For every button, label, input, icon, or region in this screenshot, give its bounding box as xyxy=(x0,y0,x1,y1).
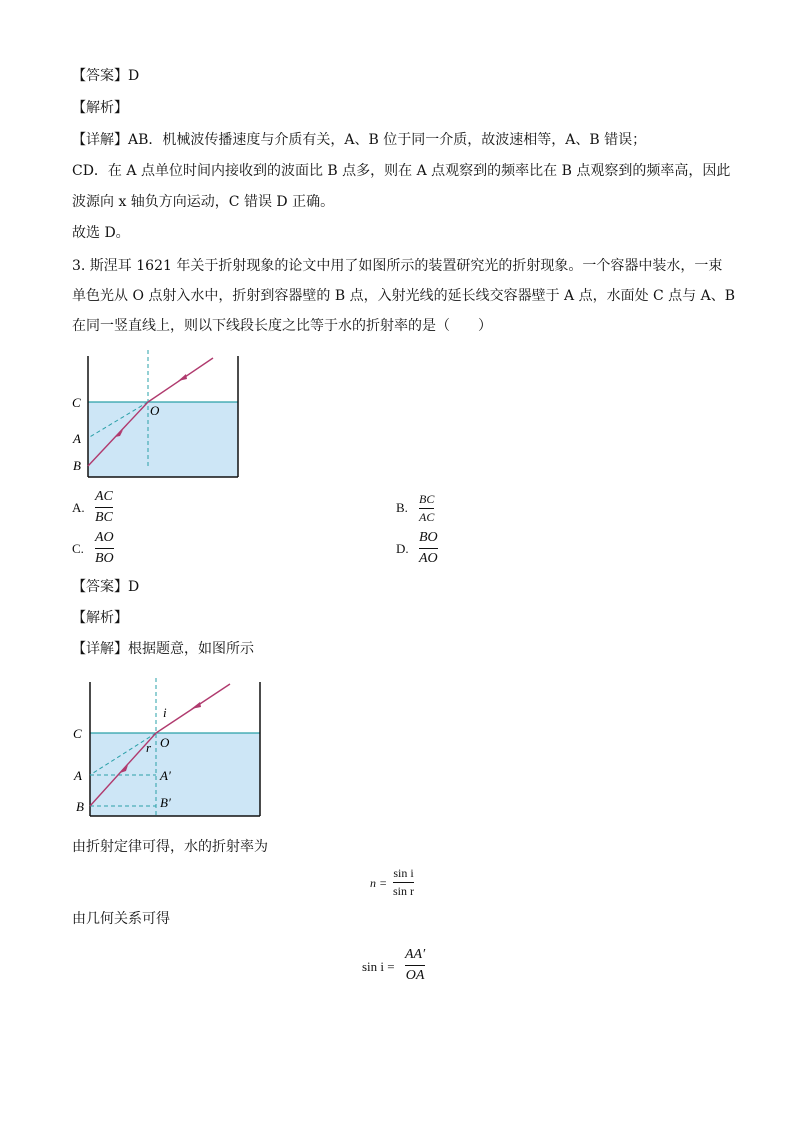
option-c-denominator: BO xyxy=(95,551,114,566)
q2-detail-line1 xyxy=(72,130,646,150)
label-A-prime: A′ xyxy=(160,768,171,783)
eq1-lhs: n = xyxy=(370,876,388,890)
option-a-label: A. xyxy=(72,500,85,515)
q3-answer-line xyxy=(72,577,139,597)
label-O: O xyxy=(150,403,160,418)
eq1-numerator: sin i xyxy=(393,866,414,880)
label-C: C xyxy=(73,726,82,741)
label-A: A xyxy=(73,431,81,446)
option-d-label: D. xyxy=(396,541,409,556)
option-d-numerator: BO xyxy=(419,530,438,545)
q2-detail-line2: CD．在 A 点单位时间内接收到的波面比 B 点多，则在 A 点观察到的频率比在 B 点观察到的频率高，因此 xyxy=(72,163,731,179)
water-region xyxy=(90,733,260,816)
law-text: 由折射定律可得，水的折射率为 xyxy=(72,839,268,855)
detail-label: 【详解】 xyxy=(72,641,128,657)
label-A: A xyxy=(74,768,82,783)
eq1-fraction xyxy=(393,866,414,899)
eq2-denominator: OA xyxy=(405,968,425,983)
option-b-label: B. xyxy=(396,500,408,515)
eq1-denominator: sin r xyxy=(393,884,414,898)
option-b-fraction xyxy=(419,492,434,525)
label-B: B xyxy=(73,458,81,473)
label-i: i xyxy=(163,705,167,720)
refraction-figure-2 xyxy=(68,676,268,821)
option-b-denominator: AC xyxy=(419,510,435,524)
q2-answer-line xyxy=(72,66,139,86)
detail-label: 【详解】 xyxy=(72,132,128,148)
q3-detail-line xyxy=(72,639,254,659)
geo-text: 由几何关系可得 xyxy=(72,911,170,927)
eq2-fraction xyxy=(405,946,425,985)
q2-detail-line3: 波源向 x 轴负方向运动，C 错误 D 正确。 xyxy=(72,194,335,210)
q2-conclusion: 故选 D。 xyxy=(72,225,130,241)
option-c-label: C. xyxy=(72,541,84,556)
label-B: B xyxy=(76,799,84,814)
incident-arrow-icon xyxy=(191,702,201,709)
option-b-numerator: BC xyxy=(419,492,435,506)
answer-value: D xyxy=(128,579,140,595)
eq2-numerator: AA′ xyxy=(405,947,426,962)
water-region xyxy=(88,402,238,477)
eq2-lhs: sin i = xyxy=(362,959,395,974)
label-r: r xyxy=(146,740,152,755)
answer-label: 【答案】 xyxy=(72,68,128,84)
label-B-prime: B′ xyxy=(160,795,171,810)
option-c-numerator: AO xyxy=(95,530,114,545)
incident-arrow-icon xyxy=(178,374,187,381)
answer-label: 【答案】 xyxy=(72,579,128,595)
refraction-figure-1 xyxy=(68,348,248,483)
detail-text: AB．机械波传播速度与介质有关，A、B 位于同一介质，故波速相等，A、B 错误； xyxy=(128,132,647,148)
q3-stem-line3: 在同一竖直线上，则以下线段长度之比等于水的折射率的是（ ） xyxy=(72,318,492,334)
option-c-fraction xyxy=(95,529,114,568)
option-a-fraction xyxy=(95,488,113,527)
option-d-denominator: AO xyxy=(419,551,438,566)
q3-stem-line1: 3. 斯涅耳 1621 年关于折射现象的论文中用了如图所示的装置研究光的折射现象。一个容器中装水，一束 xyxy=(72,258,723,274)
q2-analysis-label: 【解析】 xyxy=(72,100,128,116)
option-a-numerator: AC xyxy=(95,489,113,504)
detail-text: 根据题意，如图所示 xyxy=(128,641,254,657)
q3-analysis-label: 【解析】 xyxy=(72,610,128,626)
option-a-denominator: BC xyxy=(95,510,113,525)
label-O: O xyxy=(160,735,170,750)
q3-stem-line2: 单色光从 O 点射入水中，折射到容器壁的 B 点，入射光线的延长线交容器壁于 A 点，水面处 C 点与 A、B xyxy=(72,288,736,304)
option-d-fraction xyxy=(419,529,438,568)
answer-value: D xyxy=(128,68,140,84)
label-C: C xyxy=(72,395,81,410)
